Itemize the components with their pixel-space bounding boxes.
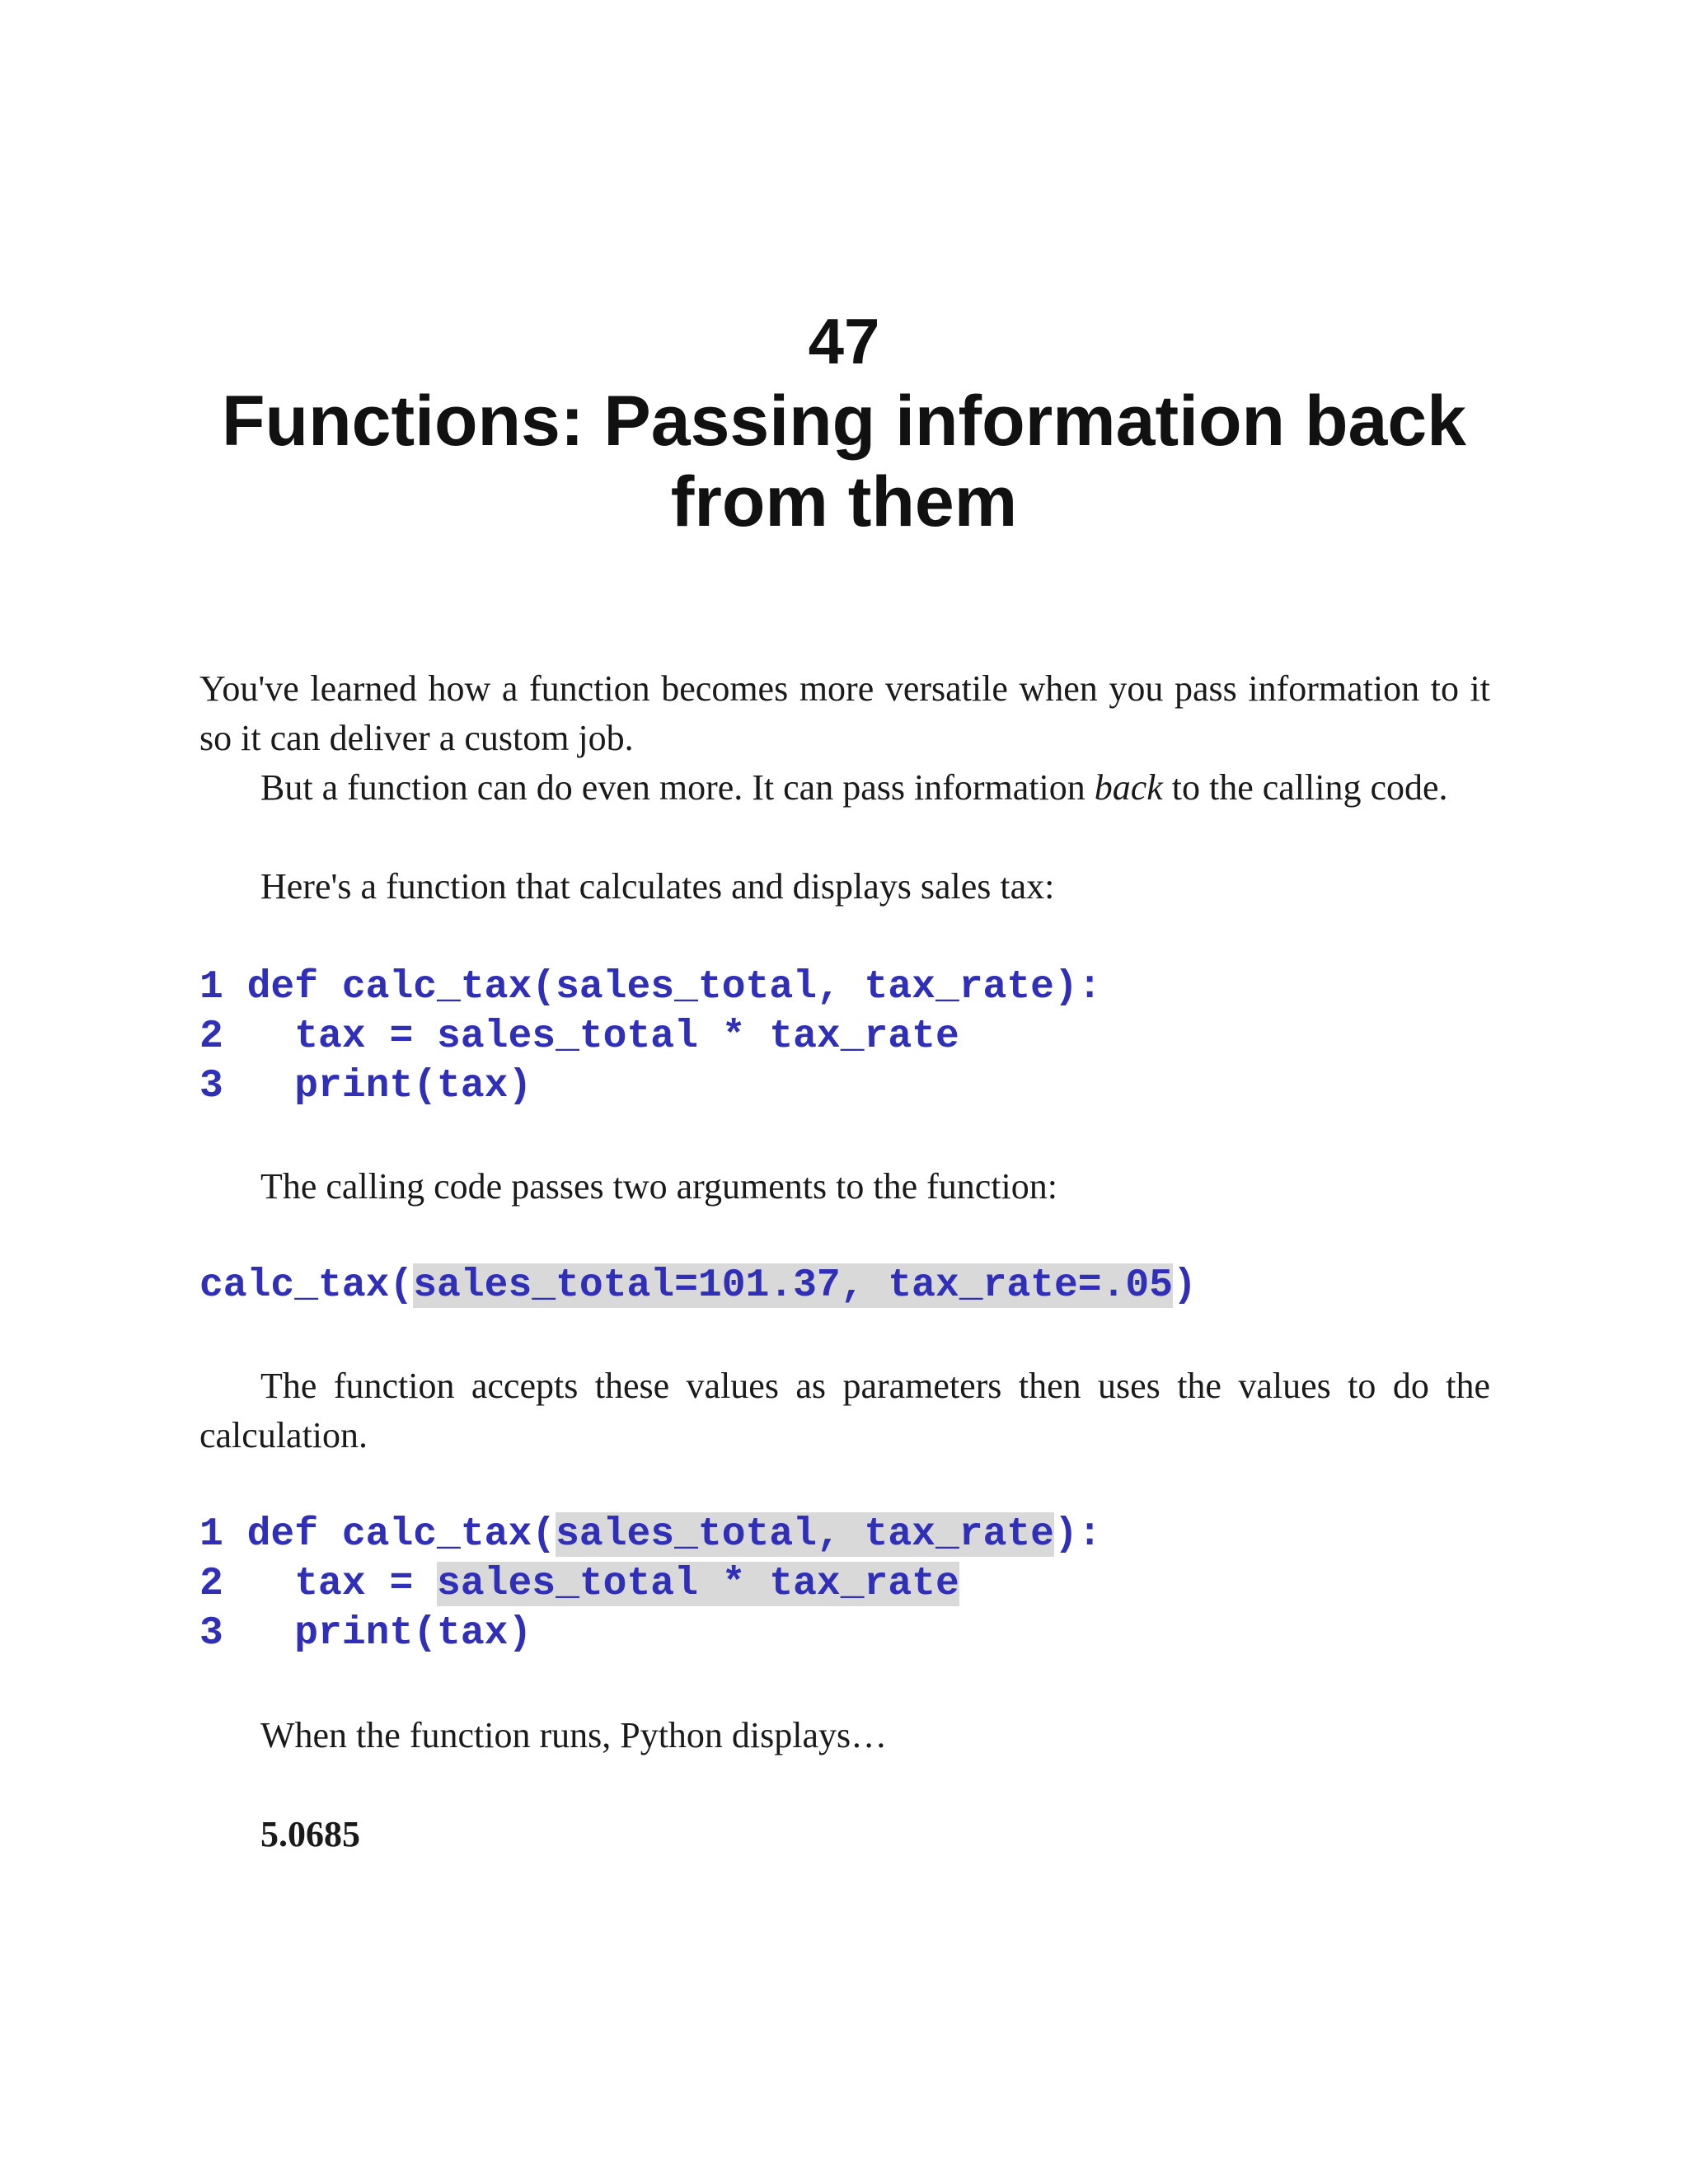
chapter-title-line-1: Functions: Passing information back xyxy=(222,382,1466,461)
chapter-number: 47 xyxy=(808,305,880,377)
emphasized-word: back xyxy=(1094,767,1163,808)
return-paragraph xyxy=(199,763,1490,813)
chapter-title-line-2: from them xyxy=(670,462,1018,541)
code-block-1-line-3: 3 print(tax) xyxy=(199,1064,532,1108)
code-block-1-line-2: 2 tax = sales_total * tax_rate xyxy=(199,1015,959,1059)
call-suffix: ) xyxy=(1173,1263,1197,1308)
function-call-line xyxy=(199,1261,1197,1310)
highlighted-parameters: sales_total, tax_rate xyxy=(556,1512,1054,1557)
output-intro-paragraph: When the function runs, Python displays… xyxy=(260,1715,888,1755)
code-block-2-line-2 xyxy=(199,1559,959,1609)
code-block-2-line-3: 3 print(tax) xyxy=(199,1611,532,1656)
return-paragraph-text-end: to the calling code. xyxy=(1162,767,1448,808)
output-value: 5.0685 xyxy=(260,1814,360,1854)
call-prefix: calc_tax( xyxy=(199,1263,414,1308)
highlighted-expression: sales_total * tax_rate xyxy=(437,1562,959,1606)
return-paragraph-text-start: But a function can do even more. It can pass information xyxy=(260,767,1095,808)
chapter-title xyxy=(0,381,1688,542)
example-intro-paragraph: Here's a function that calculates and displays sales tax: xyxy=(260,866,1055,907)
calling-code-paragraph: The calling code passes two arguments to the function: xyxy=(260,1166,1057,1207)
code-block-1-line-1: 1 def calc_tax(sales_total, tax_rate): xyxy=(199,965,1102,1010)
intro-paragraph: You've learned how a function becomes more versatile when you pass information to it so it can deliver a custom job. xyxy=(199,668,1490,758)
code-block-2-line-1 xyxy=(199,1510,1102,1559)
parameters-paragraph: The function accepts these values as parameters then uses the values to do the calculation. xyxy=(199,1366,1490,1455)
code-line-2-prefix: 2 tax = xyxy=(199,1562,438,1606)
code-line-1-prefix: 1 def calc_tax( xyxy=(199,1512,556,1557)
code-line-1-suffix: ): xyxy=(1053,1512,1102,1557)
highlighted-arguments: sales_total=101.37, tax_rate=.05 xyxy=(413,1263,1173,1308)
